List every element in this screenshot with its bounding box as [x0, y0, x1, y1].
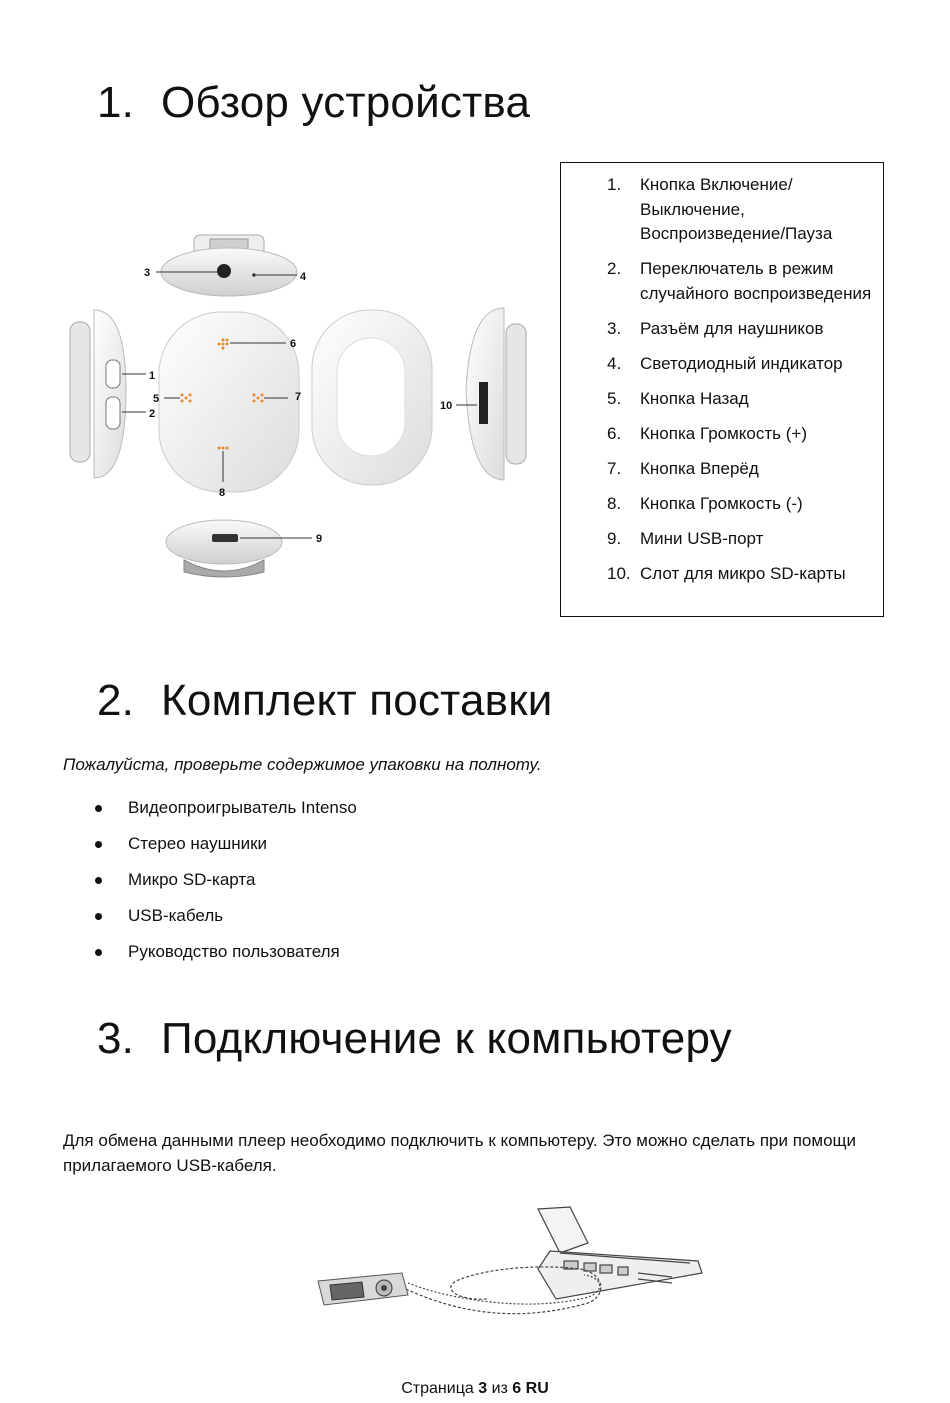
legend-number: 4.	[607, 353, 622, 373]
bullet-icon	[95, 949, 102, 956]
bullet-icon	[95, 841, 102, 848]
package-intro: Пожалуйста, проверьте содержимое упаковки на полноту.	[63, 755, 542, 774]
section-number: 1.	[97, 78, 135, 127]
legend-number: 2.	[607, 259, 622, 278]
callout-label: 8	[219, 487, 226, 499]
section-number: 3.	[97, 1014, 135, 1063]
legend-item	[561, 527, 883, 552]
device-overview-illustration	[64, 230, 534, 582]
package-list	[92, 796, 357, 976]
bullet-icon	[95, 805, 102, 812]
callout-label: 10	[440, 400, 453, 412]
legend-text: Кнопка Назад	[640, 388, 749, 408]
list-item-text: Руководство пользователя	[128, 942, 340, 961]
section-heading-connection	[97, 1014, 732, 1064]
legend-item	[561, 387, 883, 412]
list-item-text: USB-кабель	[128, 906, 224, 925]
legend-number: 5.	[607, 388, 622, 408]
connection-paragraph: Для обмена данными плеер необходимо подключить к компьютеру. Это можно сделать при помощи прилагаемого USB-кабеля.	[63, 1131, 857, 1175]
legend-item	[561, 457, 883, 482]
callout-label: 1	[149, 370, 156, 382]
callout-label: 2	[149, 408, 156, 420]
list-item-text: Видеопроигрыватель Intenso	[128, 798, 357, 817]
legend-text: Слот для микро SD-карты	[640, 563, 846, 583]
list-item-text: Стерео наушники	[128, 834, 268, 853]
device-back-view	[312, 310, 432, 485]
legend-number: 8.	[607, 493, 622, 513]
device-top-view	[156, 235, 297, 296]
footer-page-number: 3	[478, 1380, 488, 1397]
device-left-side-view	[70, 310, 146, 478]
callout-label: 3	[144, 267, 151, 279]
legend-text: Кнопка Громкость (-)	[640, 493, 803, 513]
bullet-icon	[95, 913, 102, 920]
list-item-text: Микро SD-карта	[128, 870, 256, 889]
legend-number: 10.	[607, 563, 631, 583]
section-number: 2.	[97, 676, 135, 725]
section-title: Обзор устройства	[161, 78, 531, 127]
page-footer	[0, 1380, 950, 1398]
list-item	[92, 832, 357, 868]
section-heading-overview	[97, 78, 530, 128]
legend-number: 6.	[607, 423, 622, 443]
footer-total-pages: 6 RU	[512, 1380, 549, 1397]
list-item	[92, 796, 357, 832]
legend-number: 3.	[607, 318, 622, 338]
legend-item	[561, 317, 883, 342]
legend-item	[561, 352, 883, 377]
legend-item	[561, 422, 883, 447]
legend-item	[561, 173, 883, 247]
bullet-icon	[95, 877, 102, 884]
legend-text: Кнопка Громкость (+)	[640, 423, 807, 443]
legend-item	[561, 562, 883, 587]
legend-number: 1.	[607, 175, 622, 194]
legend-text: Кнопка Вперёд	[640, 458, 759, 478]
legend-number: 7.	[607, 458, 622, 478]
section-title: Комплект поставки	[161, 676, 553, 725]
callout-label: 6	[290, 338, 297, 350]
legend-item	[561, 492, 883, 517]
list-item	[92, 868, 357, 904]
legend-list	[561, 173, 883, 597]
legend-text: Переключатель в режим случайного воспроизведения	[640, 259, 872, 303]
usb-connection-illustration	[288, 1203, 708, 1323]
list-item	[92, 904, 357, 940]
legend-text: Мини USB-порт	[640, 528, 764, 548]
device-bottom-view	[166, 520, 312, 577]
device-front-view	[159, 312, 302, 492]
section-title: Подключение к компьютеру	[161, 1014, 732, 1063]
callout-label: 7	[295, 391, 302, 403]
legend-text: Кнопка Включение/Выключение, Воспроизведение/Пауза	[640, 175, 833, 243]
callout-label: 4	[300, 271, 307, 283]
footer-middle: из	[487, 1380, 513, 1397]
legend-box	[560, 162, 884, 617]
list-item	[92, 940, 357, 976]
device-right-side-view	[456, 308, 526, 480]
legend-number: 9.	[607, 528, 622, 548]
media-player-device	[318, 1273, 408, 1305]
callout-label: 5	[153, 393, 160, 405]
legend-text: Разъём для наушников	[640, 318, 824, 338]
legend-item	[561, 257, 883, 306]
section-heading-package	[97, 676, 552, 726]
footer-prefix: Страница	[401, 1380, 479, 1397]
legend-text: Светодиодный индикатор	[640, 353, 843, 373]
callout-label: 9	[316, 533, 323, 545]
